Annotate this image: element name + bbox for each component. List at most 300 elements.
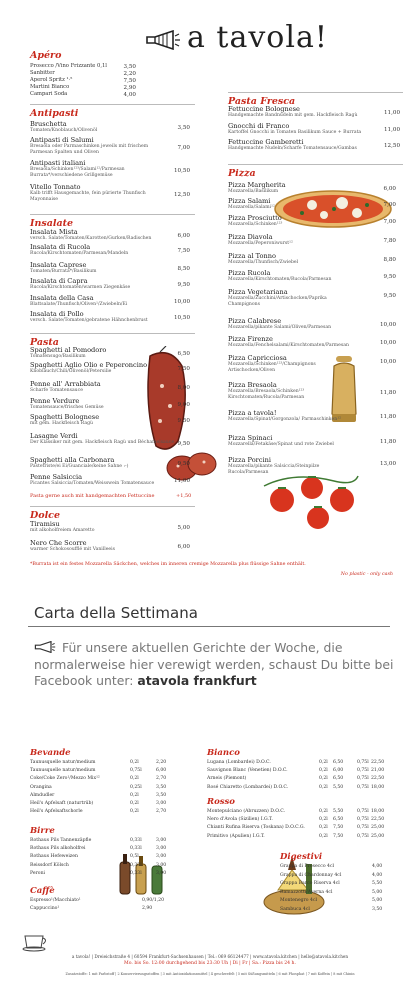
insalate-item-desc: versch. Salate/Tomaten/Karotten/Gurken/Radischen xyxy=(30,236,152,242)
pasta_fresca-title: Pasta Fresca xyxy=(228,96,296,107)
antipasti-item-price: 7,00 xyxy=(177,145,190,151)
logo-text: a tavola! xyxy=(187,20,328,55)
bevande-price: 2,70 xyxy=(156,776,167,782)
megaphone-icon xyxy=(145,30,181,50)
bevande-size: 0,25l xyxy=(130,784,142,790)
birre-size: 0,33l xyxy=(130,838,142,843)
caffe-name: Espresso¹/Macchiato¹ xyxy=(30,898,81,903)
pizza-item xyxy=(228,289,353,307)
bianco-title: Bianco xyxy=(207,748,240,758)
antipasti-item xyxy=(30,137,160,155)
dolce-item-price: 6,00 xyxy=(177,544,190,550)
caffe-row xyxy=(30,898,210,906)
pizza-item-name: Pizza Salami xyxy=(228,197,271,205)
pizza-item-desc: Mozzarella/Basilikum xyxy=(228,189,279,195)
divider xyxy=(30,506,195,507)
rosso-p1: 7,50 xyxy=(333,825,344,831)
logo xyxy=(145,20,405,56)
pizza-item-desc: Mozzarella/Kirschtomaten/Rucola/Parmesan xyxy=(228,277,332,283)
pizza-item-price: 11,80 xyxy=(379,439,396,445)
pasta-item xyxy=(30,474,175,487)
insalate-item-price: 7,50 xyxy=(177,248,190,254)
rosso-s2: 0,75l xyxy=(357,817,369,823)
pasta-note-price: +1,50 xyxy=(176,493,192,499)
rosso-s2: 0,75l xyxy=(357,825,369,831)
pasta-item-price: 7,50 xyxy=(177,366,190,372)
pasta-item-desc: Pastetriste/ei Ei/Guanciale/keine Sahne :-) xyxy=(30,464,129,470)
bianco-name: Lugana (Lombardei) D.O.C. xyxy=(207,760,271,765)
pizza-item-name: Pizza Calabrese xyxy=(228,317,282,325)
pizza-item-desc: Mozzarella/pikante Salami/Oliven/Parmesan xyxy=(228,325,332,331)
digestivi-row xyxy=(280,907,417,915)
pasta_fresca-item-name: Gnocchi di Franco xyxy=(228,122,290,130)
pizza-item-desc: Mozzarella/Zucchini/Artischocken/Paprika Champignons xyxy=(228,296,327,307)
bevande-price: 2,20 xyxy=(156,760,167,765)
insalate-item-desc: Blattsalate/Thunfisch/Oliven¹/Zwiebeln/Ei xyxy=(30,302,128,308)
birre-row xyxy=(30,863,210,871)
antipasti-item-price: 3,50 xyxy=(177,125,190,131)
rosso-name: Nero d'Avola (Sizilien) I.G.T. xyxy=(207,817,273,823)
pizza-item-price: 7,00 xyxy=(383,202,396,208)
pizza-item xyxy=(228,336,353,349)
bevande-size: 0,2l xyxy=(130,776,139,782)
burrata-note: *Burrata ist ein festes Mozzarella Säckchen, welches im inneren cremige Mozzarella plus flüssige Sahne enthält. xyxy=(30,562,306,567)
bianco-s1: 0,2l xyxy=(319,768,328,774)
bevande-price: 3,50 xyxy=(156,784,167,790)
rosso-name: Chianti Rufina Riserva (Toskana) D.O.C.G. xyxy=(207,825,305,831)
dolce-item-name: Nero Che Scorre xyxy=(30,539,87,547)
aperitivi-item-price: 3,50 xyxy=(123,64,136,70)
pizza-item xyxy=(228,318,353,331)
digestivi-price: 5,00 xyxy=(372,898,383,904)
pasta_fresca-item-price: 12,50 xyxy=(383,143,400,149)
pasta_fresca-item-name: Fettuccine Gamberetti xyxy=(228,138,304,146)
divider xyxy=(228,164,403,165)
insalate-item xyxy=(30,295,175,308)
pizza-item-desc: Mozzarella/Fetakäse/Spinat und rote Zwiebel xyxy=(228,442,334,448)
pizza-title: Pizza xyxy=(228,168,256,179)
insalate-item xyxy=(30,244,175,257)
tomato-illustration xyxy=(254,466,364,536)
facebook-handle: atavola frankfurt xyxy=(137,673,257,688)
rosso-p2: 22,50 xyxy=(371,817,385,823)
digestivi-name: Montenegro 4cl xyxy=(280,898,317,904)
pizza-item-desc: Mozzarella/Salami¹² xyxy=(228,205,275,211)
pasta-item xyxy=(30,414,175,427)
birre-name: Peroni xyxy=(30,870,45,876)
birre-row xyxy=(30,871,210,879)
digestivi-row xyxy=(280,873,417,881)
pasta-item-price: 8,00 xyxy=(177,385,190,391)
dolce-item xyxy=(30,521,160,534)
bevande-size: 0,2l xyxy=(130,792,139,798)
dolce-item-desc: warmer Schokosoufflé mit Vanilleeis xyxy=(30,547,115,553)
bevande-price: 3,50 xyxy=(156,792,167,798)
bevande-price: 2,70 xyxy=(156,809,167,815)
rosso-s2: 0,75l xyxy=(357,833,369,839)
bianco-s1: 0,2l xyxy=(319,776,328,782)
no-plastic-note: No plastic - only cash xyxy=(340,572,393,577)
pizza-item-price: 9,50 xyxy=(383,293,396,299)
pizza-item-name: Pizza Margherita xyxy=(228,181,286,189)
rosso-p2: 25,00 xyxy=(371,825,385,831)
antipasti-item-desc: Kalb trifft Hausgemachte, fein pürierte Thunfisch Mayonnaise xyxy=(30,191,146,202)
insalate-item-desc: Rucola/Kirschtomaten/warmen Ziegenkäse xyxy=(30,285,131,291)
bevande-size: 0,75l xyxy=(130,768,142,774)
pizza-item xyxy=(228,182,353,195)
pasta-item-desc: Tomatensugo/Basilikum xyxy=(30,354,86,360)
pizza-item-desc: Mozzarella/Bresaola/Schinken¹²³ Kirschtomaten/Rucola/Parmesan xyxy=(228,389,305,400)
coffee-cup-illustration xyxy=(22,928,50,952)
weekly-body: Für unsere aktuellen Gerichte der Woche, die normalerweise hier verewigt werden, schaust Du bitte bei Facebook unter: xyxy=(34,640,394,688)
insalate-item xyxy=(30,278,175,291)
bevande-size: 0,2l xyxy=(130,760,139,765)
pasta-note: Pasta gerne auch mit handgemachten Fettuccine xyxy=(30,493,155,499)
pizza-item-price: 8,80 xyxy=(383,257,396,263)
bianco-p2: 22,50 xyxy=(371,760,385,765)
bevande-name: Orangina xyxy=(30,784,52,790)
digestivi-row xyxy=(280,898,417,906)
insalate-item xyxy=(30,229,175,242)
pasta-item xyxy=(30,347,175,360)
pizza-item-desc: Mozzarella/Fenchelsalami/Kirschtomaten/Parmesan xyxy=(228,343,349,349)
rosso-name: Montepulciano (Abruzzen) D.O.C. xyxy=(207,809,286,814)
birre-price: 3,00 xyxy=(156,854,167,860)
aperitivi-item-price: 2,90 xyxy=(123,85,136,91)
birre-row xyxy=(30,846,210,854)
insalate-item-name: Insalata Mista xyxy=(30,228,78,236)
birre-row xyxy=(30,854,210,862)
bevande-row xyxy=(30,809,210,817)
bianco-row xyxy=(207,760,387,768)
footer-hours: Mo. bis So. 12:00 durchgehend bis 23:30 Uh | Di | Fr | Sa.: Pizza bis 24 h. xyxy=(124,961,296,966)
pizza-item-price: 9,50 xyxy=(383,274,396,280)
digestivi-price: 4,00 xyxy=(372,872,383,878)
pizza-item xyxy=(228,382,353,400)
insalate-item-desc: versch. Salate/Tomaten/gebratene Hähnchenbrust xyxy=(30,318,148,324)
bianco-p2: 18,00 xyxy=(371,784,385,790)
antipasti-item-name: Bruschetta xyxy=(30,120,67,128)
pizza-item-price: 10,00 xyxy=(379,359,396,365)
insalate-item-price: 8,50 xyxy=(177,266,190,272)
pasta-item-name: Spaghetti alla Carbonara xyxy=(30,456,115,464)
bevande-name: Almdudler xyxy=(30,792,55,798)
aperitivi-item-price: 2,20 xyxy=(123,71,136,77)
birre-title: Birre xyxy=(30,826,55,836)
pasta-item-price: 9,00 xyxy=(177,402,190,408)
insalate-item xyxy=(30,262,175,275)
rosso-row xyxy=(207,809,387,817)
bianco-s2: 0,75l xyxy=(357,784,369,790)
pizza-item-price: 11,80 xyxy=(379,414,396,420)
insalate-item-name: Insalata di Rucola xyxy=(30,243,91,251)
pasta-item-name: Penne Salsiccia xyxy=(30,473,83,481)
bevande-row xyxy=(30,785,210,793)
rosso-s1: 0,2l xyxy=(319,833,328,839)
rosso-s1: 0,2l xyxy=(319,825,328,831)
rosso-s1: 0,2l xyxy=(319,809,328,814)
antipasti-item xyxy=(30,121,160,134)
insalate-item-name: Insalata di Pollo xyxy=(30,310,84,318)
pasta-item-price: 9,50 xyxy=(177,441,190,447)
pizza-item-name: Pizza Firenze xyxy=(228,335,273,343)
pasta-title: Pasta xyxy=(30,337,59,348)
insalate-item xyxy=(30,311,175,324)
pizza-item xyxy=(228,410,353,423)
pasta-item xyxy=(30,381,175,394)
birre-size: 0,33l xyxy=(130,862,142,868)
bevande-price: 3,00 xyxy=(156,801,167,806)
aperitivi-item-name: Aperol Spritz ¹·⁵ xyxy=(30,77,73,83)
dolce-item-price: 5,00 xyxy=(177,525,190,531)
bianco-s2: 0,75l xyxy=(357,768,369,774)
birre-name: Rothaus Hefeweizen xyxy=(30,854,78,860)
pasta-item-desc: Scharfe Tomatensauce xyxy=(30,388,83,394)
rosso-row xyxy=(207,834,387,842)
caffe-price: 2,90 xyxy=(142,906,153,912)
bianco-s2: 0,75l xyxy=(357,760,369,765)
insalate-item-price: 10,00 xyxy=(173,299,190,305)
bevande-name: Heil's Apfelsaftschorle xyxy=(30,809,83,815)
pizza-item xyxy=(228,270,353,283)
rosso-s2: 0,75l xyxy=(357,809,369,814)
antipasti-title: Antipasti xyxy=(30,108,79,119)
weekly-text xyxy=(34,640,394,690)
bianco-p2: 21,00 xyxy=(371,768,385,774)
caffe-price: 0,90/1,20 xyxy=(142,898,165,903)
pizza-item-name: Pizza Rucola xyxy=(228,269,271,277)
pasta-item-desc: Knoblauch/Chili/Olivenöl/Petersilie xyxy=(30,369,112,375)
bianco-name: Rosé Chiaretto (Lombardei) D.O.C. xyxy=(207,784,289,790)
pizza-item xyxy=(228,435,353,448)
insalate-item-price: 9,50 xyxy=(177,282,190,288)
bianco-row xyxy=(207,776,387,784)
dolce-title: Dolce xyxy=(30,510,61,521)
aperitivi-item-name: Martini Bianco xyxy=(30,84,70,90)
bianco-s2: 0,75l xyxy=(357,776,369,782)
pizza-item-name: Pizza Bresaola xyxy=(228,381,277,389)
pasta-item-desc: Picantes Salsiccia/Tomaten/Weisswein Tomatensauce xyxy=(30,481,155,487)
birre-price: 3,00 xyxy=(156,838,167,843)
pizza-item-price: 7,00 xyxy=(383,219,396,225)
bianco-s1: 0,2l xyxy=(319,760,328,765)
bevande-row xyxy=(30,793,210,801)
footer-contact: a tavola! | Dreieichstraße 4 | 60594 Frankfurt-Sachsenhausen | Tel.: 069 66124477 | www.atavola.kitchen | hello@atavola.kitchen xyxy=(71,954,349,959)
digestivi-name: Grappa di Chardonnay 4cl xyxy=(280,872,342,878)
bevande-row xyxy=(30,768,210,776)
digestivi-price: 5,50 xyxy=(372,881,383,887)
pizza-item-price: 10,00 xyxy=(379,322,396,328)
pizza-item-name: Pizza a tavola! xyxy=(228,409,277,417)
pasta-item-price: 9,50 xyxy=(177,461,190,467)
divider xyxy=(30,214,195,215)
bevande-name: Heil's Apfelsaft (naturtrüb) xyxy=(30,801,94,806)
antipasti-item-price: 12,50 xyxy=(173,192,190,198)
digestivi-price: 5,00 xyxy=(372,889,383,895)
bevande-row xyxy=(30,760,210,768)
pasta-item-name: Lasagne Verdi xyxy=(30,432,78,440)
pasta-item-price: 11,00 xyxy=(173,478,190,484)
pizza-item-price: 13,00 xyxy=(379,461,396,467)
birre-price: 3,00 xyxy=(156,862,167,868)
pasta-item-price: 6,50 xyxy=(177,351,190,357)
bianco-p1: 6,50 xyxy=(333,760,344,765)
pizza-item xyxy=(228,215,353,228)
antipasti-item-desc: Tomaten/Knoblauch/Olivenöl xyxy=(30,128,98,134)
insalate-item-desc: Rucola/Kirschtomaten/Parmesan/Mandeln xyxy=(30,251,129,257)
digestivi-price: 3,50 xyxy=(372,907,383,912)
pasta_fresca-item-desc: Handgemachte Nudeln/Scharfe Tomatensauce/Gambas xyxy=(228,146,357,152)
antipasti-item-desc: Bresaola/Schinken¹²³/Salami¹²/Parmesan Burrata*/verschiedene Grillgemüse xyxy=(30,167,125,178)
dolce-item xyxy=(30,540,160,553)
bevande-price: 6,00 xyxy=(156,768,167,774)
pasta-item-name: Penne all' Arrabbiata xyxy=(30,380,101,388)
bianco-p2: 22,50 xyxy=(371,776,385,782)
birre-name: Rothaus Pils alkoholfrei xyxy=(30,846,86,852)
pizza-item xyxy=(228,234,353,247)
pizza-item-name: Pizza Spinaci xyxy=(228,434,273,442)
bianco-p1: 6,50 xyxy=(333,776,344,782)
birre-name: Reissdorf Kölsch xyxy=(30,862,69,868)
digestivi-row xyxy=(280,864,417,872)
rosso-p2: 25,00 xyxy=(371,833,385,839)
pasta-item-name: Spaghetti al Pomodoro xyxy=(30,346,107,354)
pizza-item-desc: Mozzarella/Schinken¹²³/Champignons Artischocken/Oliven xyxy=(228,362,316,373)
pizza-item-name: Pizza Vegetariana xyxy=(228,288,288,296)
rosso-name: Primitivo (Apulien) I.G.T. xyxy=(207,833,265,839)
aperitivi-item-price: 7,50 xyxy=(123,78,136,84)
pasta_fresca-item xyxy=(228,139,378,152)
digestivi-name: Grappa di Prosecco 4cl xyxy=(280,864,335,869)
divider xyxy=(228,92,403,93)
footer-additives: Zusatzstoffe: 1 mit Farbstoff | 2 Konservierungsstoffen | 3 mit Antioxidationsmittel | 4 geschwefelt | 5 mit Süßungsmitteln | 6 mit Phosphat | 7 mit Koffein | 8 mit Chinin xyxy=(65,972,355,976)
digestivi-title: Digestivi xyxy=(280,852,323,862)
pasta-item xyxy=(30,362,175,375)
insalate-item-price: 10,50 xyxy=(173,315,190,321)
pizza-item xyxy=(228,355,353,373)
pizza-item-desc: Mozzarella/Schinken¹²³ xyxy=(228,222,283,228)
pasta_fresca-item-price: 11,00 xyxy=(383,110,400,116)
antipasti-item xyxy=(30,160,160,178)
rosso-p1: 5,50 xyxy=(333,809,344,814)
dolce-item-name: Tiramisu xyxy=(30,520,60,528)
bianco-p1: 6,00 xyxy=(333,768,344,774)
birre-size: 0,33l xyxy=(130,870,142,876)
pasta_fresca-item-desc: Handgemachte Bandnudeln mit gem. Hackfleisch Ragù xyxy=(228,113,358,119)
pasta-item-price: 9,50 xyxy=(177,418,190,424)
megaphone-icon xyxy=(34,641,56,653)
digestivi-name: Grappa Barco Riserva 4cl xyxy=(280,881,340,887)
rosso-row xyxy=(207,825,387,833)
aperitivi-item-name: Campari Soda xyxy=(30,91,68,97)
pasta-item-desc: Der Klassiker mit gem. Hackfleisch Ragù und Béchamelsauce xyxy=(30,440,175,446)
pizza-item xyxy=(228,198,353,211)
digestivi-name: Ramazzotti/Averna 4cl xyxy=(280,889,333,895)
pasta-item xyxy=(30,398,175,411)
pizza-item-desc: Mozzarella/pikante Salsiccia/Steinpilze Rucola/Parmesan xyxy=(228,464,320,475)
bevande-name: Taunusquelle natur/medium xyxy=(30,768,96,774)
antipasti-item-desc: Bresaola oder Parmaschinken jeweils mit frischem Parmesan Spalten und Oliven xyxy=(30,144,149,155)
pizza-item-price: 10,00 xyxy=(379,340,396,346)
dolce-item-desc: mit alkoholfreiem Amaretto xyxy=(30,528,95,534)
pizza-item-price: 7,80 xyxy=(383,238,396,244)
aperitivi-item-name: Sanbitter xyxy=(30,70,55,76)
pizza-item-price: 11,80 xyxy=(379,390,396,396)
caffe-name: Cappuccino¹ xyxy=(30,906,60,912)
bevande-row xyxy=(30,801,210,809)
caffe-title: Caffè xyxy=(30,886,55,896)
bianco-name: Sauvignon Blanc (Venetien) D.O.C. xyxy=(207,768,288,774)
pasta_fresca-item-desc: Kartoffel Gnocchi in Tomaten Basilikum Sauce + Burrata xyxy=(228,130,362,136)
bianco-p1: 5,50 xyxy=(333,784,344,790)
pasta_fresca-item xyxy=(228,123,378,136)
digestivi-row xyxy=(280,890,417,898)
pizza-item xyxy=(228,457,353,475)
bianco-s1: 0,2l xyxy=(319,784,328,790)
rosso-row xyxy=(207,817,387,825)
pasta-item xyxy=(30,433,175,446)
pasta-item-name: Penne Verdure xyxy=(30,397,80,405)
aperitivi-item-price: 4,00 xyxy=(123,92,136,98)
birre-price: 3,00 xyxy=(156,846,167,852)
digestivi-price: 4,00 xyxy=(372,864,383,869)
insalate-item-desc: Tomaten/Burrata*/Basilikum xyxy=(30,269,97,275)
bevande-name: Taunusquelle natur/medium xyxy=(30,760,96,765)
bevande-size: 0,2l xyxy=(130,801,139,806)
insalate-item-price: 6,00 xyxy=(177,233,190,239)
antipasti-item-name: Antipasti di Salumi xyxy=(30,136,94,144)
divider xyxy=(30,333,195,334)
insalate-item-name: Insalata della Casa xyxy=(30,294,94,302)
antipasti-item-price: 10,50 xyxy=(173,168,190,174)
insalate-item-name: Insalata Caprese xyxy=(30,261,87,269)
digestivi-name: Sambuca 4cl xyxy=(280,907,310,912)
pasta-item-desc: Tomatensauce/frisches Gemüse xyxy=(30,405,104,411)
divider xyxy=(28,626,390,627)
pasta_fresca-item-name: Fettuccine Bolognese xyxy=(228,105,300,113)
pizza-item-desc: Mozzarella/Spinat/Gorgonzola/ Parmaschinken¹² xyxy=(228,417,341,423)
pasta_fresca-item-price: 11,00 xyxy=(383,127,400,133)
pizza-item-desc: Mozzarella/Peperoniwurst¹² xyxy=(228,241,293,247)
antipasti-item-name: Vitello Tonnato xyxy=(30,183,81,191)
digestivi-row xyxy=(280,881,417,889)
birre-price: 3,00 xyxy=(156,870,167,876)
antipasti-item-name: Antipasti italiani xyxy=(30,159,86,167)
pizza-item-name: Pizza Prosciutto xyxy=(228,214,282,222)
rosso-p1: 6,50 xyxy=(333,817,344,823)
pizza-item-price: 6,00 xyxy=(383,186,396,192)
pizza-item-name: Pizza Diavola xyxy=(228,233,273,241)
weekly-title: Carta della Settimana xyxy=(34,604,198,622)
pasta_fresca-item xyxy=(228,106,378,119)
rosso-p2: 18,00 xyxy=(371,809,385,814)
pasta-item-name: Spaghetti Aglio Olio e Peperoncino xyxy=(30,361,148,369)
birre-row xyxy=(30,838,210,846)
birre-size: 0,5l xyxy=(130,854,139,860)
pasta-item xyxy=(30,457,175,470)
birre-name: Rothaus Pils Tannenzäpfle xyxy=(30,838,92,843)
pizza-item xyxy=(228,253,353,266)
pasta-item-name: Spaghetti Bolognese xyxy=(30,413,100,421)
aperitivi-item-name: Prosecco /Vino Frizzante 0,1l xyxy=(30,63,107,69)
bevande-title: Bevande xyxy=(30,748,71,758)
pizza-item-name: Pizza Capricciosa xyxy=(228,354,287,362)
bevande-name: Coke/Coke Zero¹/Mezzo Mix¹² xyxy=(30,776,100,782)
pizza-item-name: Pizza al Tonno xyxy=(228,252,276,260)
rosso-p1: 7,50 xyxy=(333,833,344,839)
insalate-item-name: Insalata di Capra xyxy=(30,277,88,285)
insalate-title: Insalate xyxy=(30,218,74,229)
